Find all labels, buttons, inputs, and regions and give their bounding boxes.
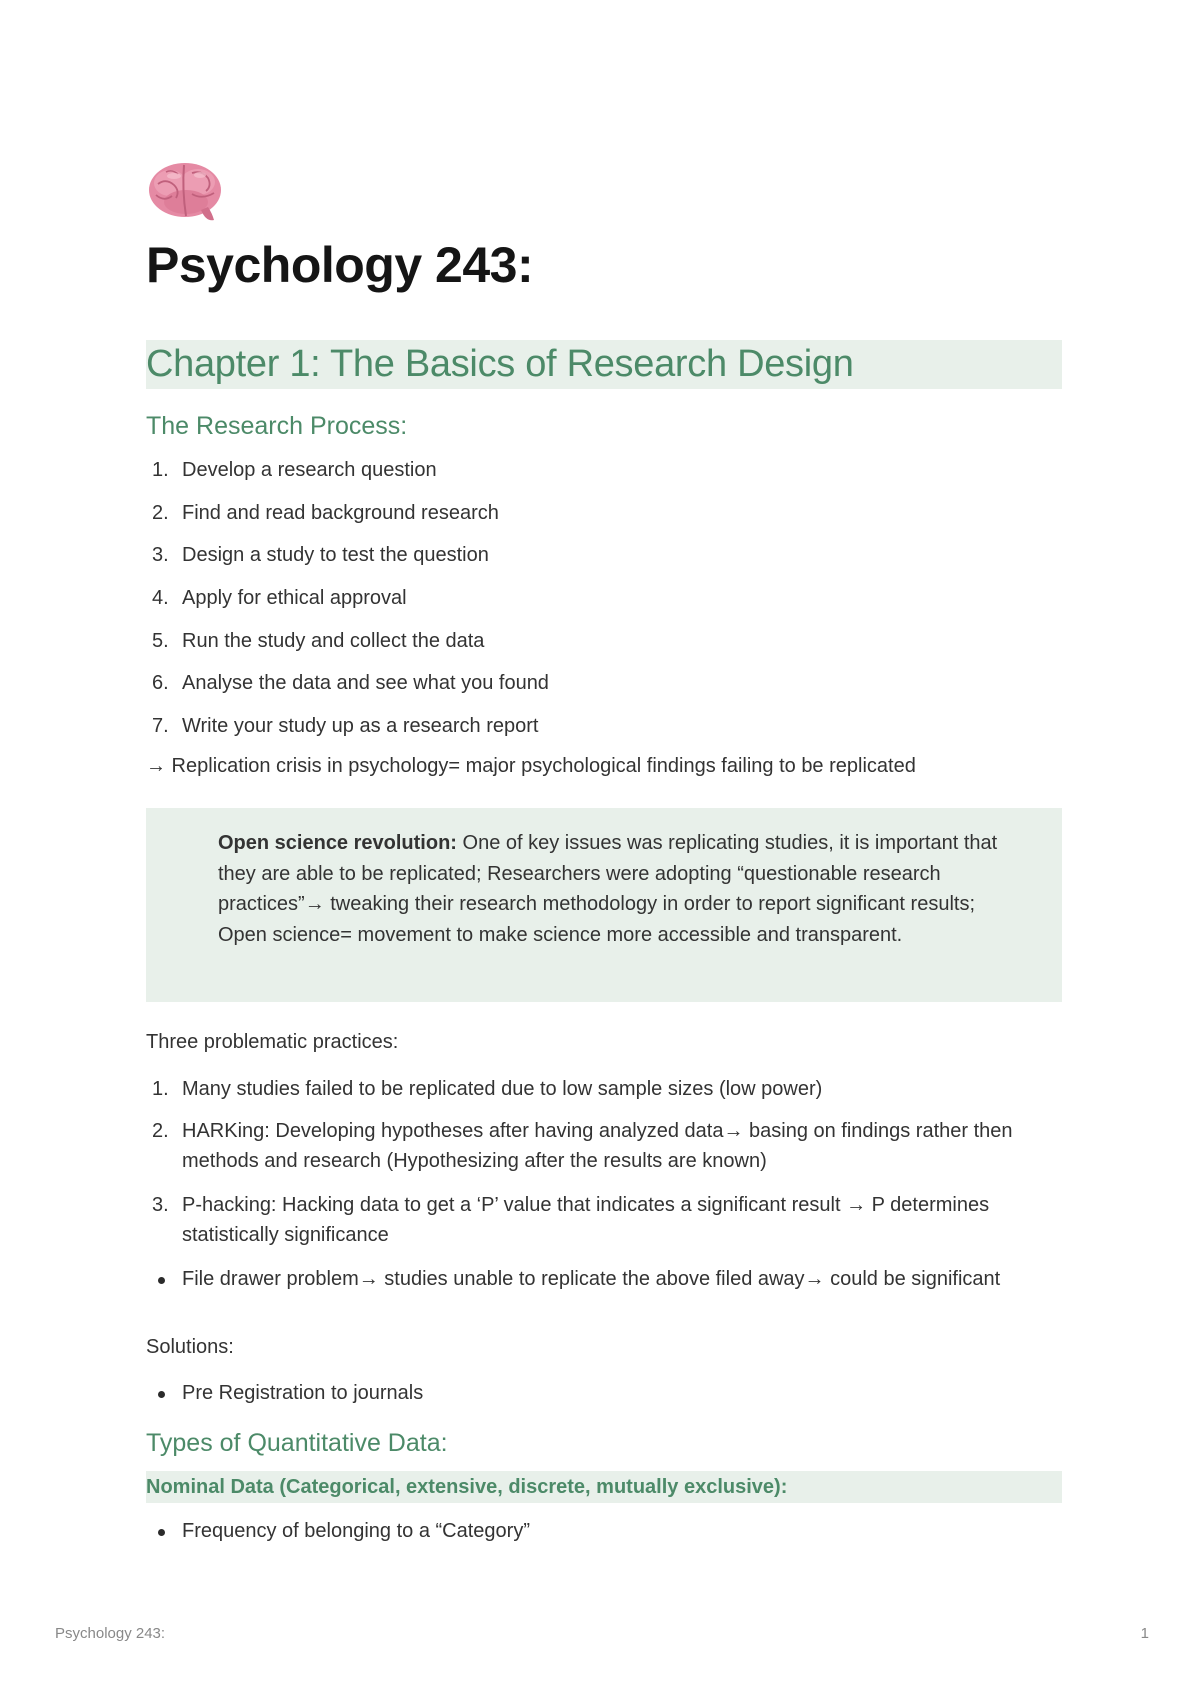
chapter-heading: Chapter 1: The Basics of Research Design	[146, 343, 854, 385]
footer-title: Psychology 243:	[55, 1625, 166, 1642]
list-number: 1.	[152, 459, 169, 481]
list-text: Analyse the data and see what you found	[182, 672, 549, 694]
list-number: 2.	[152, 1120, 169, 1142]
callout-body: One of key issues was replicating studies, it is important that they are able to be replicated; Researchers were adopting “questionable research practices”→ tweaking their research methodology in order to report significant results; Open science= movement to make science more accessible and transparent.	[218, 832, 998, 946]
list-text: P-hacking: Hacking data to get a ‘P’ value that indicates a significant result → P determines statistically significance	[182, 1194, 990, 1246]
list-number: 5.	[152, 630, 169, 652]
page-title: Psychology 243:	[146, 237, 534, 293]
list-number: 1.	[152, 1078, 169, 1100]
list-number: 6.	[152, 672, 169, 694]
problematic-intro: Three problematic practices:	[146, 1031, 399, 1053]
list-number: 7.	[152, 715, 169, 737]
callout-box	[146, 808, 1062, 1002]
list-text: Many studies failed to be replicated due to low sample sizes (low power)	[182, 1078, 823, 1100]
list-number: 3.	[152, 1194, 169, 1216]
list-number: 2.	[152, 502, 169, 524]
list-text: Apply for ethical approval	[182, 587, 407, 609]
list-text: Develop a research question	[182, 459, 437, 481]
bullet-marker	[158, 1529, 165, 1536]
list-text: HARKing: Developing hypotheses after having analyzed data→ basing on findings rather then methods and research (Hypothesizing after the results are known)	[182, 1120, 1013, 1172]
list-number: 3.	[152, 544, 169, 566]
list-text: Design a study to test the question	[182, 544, 489, 566]
footer-page-number: 1	[1140, 1625, 1149, 1642]
solutions-label: Solutions:	[146, 1336, 234, 1358]
bullet-marker	[158, 1277, 165, 1284]
replication-note: → Replication crisis in psychology= major psychological findings failing to be replicated	[146, 755, 916, 777]
nominal-heading: Nominal Data (Categorical, extensive, discrete, mutually exclusive):	[146, 1476, 788, 1498]
list-text: Pre Registration to journals	[182, 1382, 424, 1404]
brain-icon	[146, 158, 224, 226]
list-text: Frequency of belonging to a “Category”	[182, 1520, 530, 1542]
list-text: Find and read background research	[182, 502, 499, 524]
callout-text	[218, 828, 1028, 950]
research-process-heading: The Research Process:	[146, 412, 408, 440]
list-text: Run the study and collect the data	[182, 630, 485, 652]
bullet-marker	[158, 1391, 165, 1398]
list-text: Write your study up as a research report	[182, 715, 539, 737]
list-text: File drawer problem→ studies unable to replicate the above filed away→ could be significant	[182, 1268, 1001, 1290]
list-number: 4.	[152, 587, 169, 609]
quant-data-heading: Types of Quantitative Data:	[146, 1429, 448, 1457]
callout-label: Open science revolution:	[218, 832, 457, 854]
